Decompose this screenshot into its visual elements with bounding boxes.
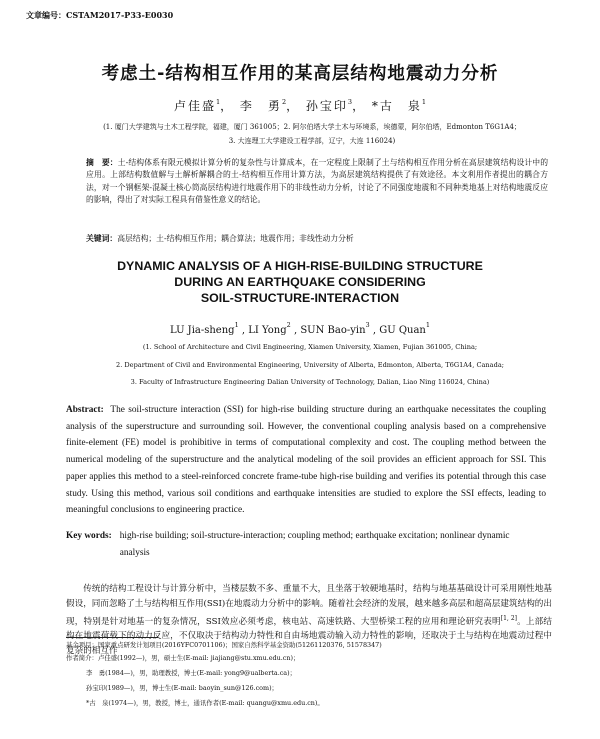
author-name: *古 泉 <box>371 99 422 113</box>
chinese-authors: 卢佳盛$^1$， 李 勇$^2$， 孙宝印$^3$， *古 泉$^1$ <box>173 98 427 113</box>
footnote-text: *古 泉(1974—)，男，教授，博士，通讯作者(E-mail: quangu@xmu.edu.cn)。 <box>86 699 324 707</box>
chinese-affiliation-line: 3. 大连理工大学建设工程学部，辽宁，大连 116024) <box>228 137 396 145</box>
chinese-keywords-label: 关键词： <box>86 234 118 243</box>
footnote-label: 作者简介： <box>66 654 98 662</box>
author-name: LU Jia-sheng <box>169 325 235 336</box>
chinese-keywords <box>86 233 556 244</box>
author-affiliation-mark: 3 <box>365 321 370 329</box>
author-name: LI Yong <box>248 325 287 336</box>
author-affiliation-mark: 2 <box>286 321 291 329</box>
author-affiliation-mark: 1 <box>421 98 427 106</box>
footnote-author-line <box>66 699 552 709</box>
english-affiliation-line: 3. Faculty of Infrastructure Engineering Dalian University of Technology, Dalian, Liao Ning 116024, China) <box>130 378 490 386</box>
english-title-line: SOIL-STRUCTURE-INTERACTION <box>200 291 400 305</box>
footnote-author-line <box>66 669 552 679</box>
footnote-divider <box>66 637 158 638</box>
author-affiliation-mark: 1 <box>234 321 239 329</box>
author-name: SUN Bao-yin <box>300 325 366 336</box>
document-number: 文章编号：CSTAM2017-P33-E0030 <box>26 10 174 20</box>
english-affiliation-line: (1. School of Architecture and Civil Engineering, Xiamen University, Xiamen, Fujian 361005, China; <box>142 343 478 351</box>
english-title <box>0 258 600 306</box>
english-abstract-label: Abstract: <box>66 405 104 415</box>
chinese-abstract-label: 摘 要： <box>86 158 118 167</box>
english-abstract-text: The soil-structure interaction (SSI) for high-rise building structure during an earthquake necessitates the coupling analysis of the superstructure and surrounding soil. However, the conventional coupling analysis based on a comprehensive finite-element (FE) model is prohibitive in terms of computational complexity and cost. The coupling method between the numerical modeling of the superstructure and the analytical modeling of the soil provides an efficient approach for SSI. This paper applies this method to a steel-reinforced concrete frame-tube high-rise building and verifies its potential through this case study. Using this method, various soil conditions and earthquake intensities are studied to explore the SSI effects, leading to meaningful conclusions to engineering practice. <box>66 405 546 516</box>
author-name: 李 勇 <box>239 99 282 113</box>
chinese-abstract <box>86 157 548 206</box>
author-affiliation-mark: 3 <box>347 98 353 106</box>
footnote-text: 孙宝印(1989—)，男，博士生(E-mail: baoyin_sun@126.com)； <box>86 684 278 692</box>
author-name: 卢佳盛 <box>173 99 216 113</box>
english-abstract <box>66 402 546 519</box>
english-title-line: DYNAMIC ANALYSIS OF A HIGH-RISE-BUILDING STRUCTURE <box>117 259 483 273</box>
english-keywords <box>66 528 546 561</box>
english-title-line: DURING AN EARTHQUAKE CONSIDERING <box>174 275 426 289</box>
author-affiliation-mark: 2 <box>281 98 287 106</box>
footnote-author-line <box>66 654 552 664</box>
author-name: 孙宝印 <box>305 99 348 113</box>
english-affiliation-line: 2. Department of Civil and Environmental Engineering, University of Alberta, Edmonton, Alberta, T6G1A4, Canada; <box>116 361 504 369</box>
author-affiliation-mark: 1 <box>425 321 431 329</box>
footnote-text: 李 勇(1984—)，男，助理教授，博士(E-mail: yong9@ualberta.ca)； <box>86 669 296 677</box>
footnote-fund: 基金项目：国家重点研发计划项目(2016YFC0701106)；国家自然科学基金资助(51261120376, 51578347) <box>66 641 382 649</box>
english-keywords-text: high-rise building; soil-structure-interaction; coupling method; earthquake excitation; nonlinear dynamic analysis <box>119 531 510 558</box>
chinese-affiliation-line: (1. 厦门大学建筑与土木工程学院，福建，厦门 361005；2. 阿尔伯塔大学土木与环境系，埃德蒙，阿尔伯塔，Edmonton T6G1A4； <box>103 123 521 131</box>
citation-reference: [1, 2] <box>500 614 518 622</box>
body-text: 传统的结构工程设计与计算分析中，当楼层数不多、重量不大，且坐落于较硬地基时，结构与地基基础设计可采用刚性地基假设，同而忽略了土与结构相互作用(SSI)在地震动力分析中的影响。随着社会经济的发展，越来越多高层和超高层建筑结构的出现，特别是针对地基一的复杂情况，SSI效应必须考虑，核电站、高速铁路、大型桥梁工程的应用和理论研究表明 <box>66 584 552 627</box>
english-authors: LU Jia-sheng$^1$ , LI Yong$^2$ , SUN Bao-yin$^3$ , GU Quan$^1$ <box>169 321 431 336</box>
author-name: GU Quan <box>379 325 426 336</box>
body-text-continued: 。上部结构在地震荷载下的动力反应，不仅取决于结构动力特性和自由场地震动输入动力特性的影响，还取决于土与结构在地震动过程中复杂的相互作 <box>66 616 552 657</box>
chinese-keywords-text: 高层结构；土-结构相互作用；耦合算法；地震作用；非线性动力分析 <box>117 234 354 243</box>
footnote-text: 卢佳盛(1992—)，男，硕士生(E-mail: jiajiang@stu.xmu.edu.cn)； <box>97 654 300 662</box>
footnote-author-line <box>66 684 552 694</box>
english-keywords-label: Key words: <box>66 531 112 541</box>
author-affiliation-mark: 1 <box>215 98 221 106</box>
chinese-title: 考虑土-结构相互作用的某高层结构地震动力分析 <box>101 64 499 84</box>
chinese-abstract-text: 土-结构体系有限元模拟计算分析的复杂性与计算成本，在一定程度上限制了土与结构相互作用分析在高层建筑结构设计中的应用。上部结构数值解与土解析解耦合的土-结构相互作用计算方法，为高层建筑结构提供了有效途径。本文利用作者提出的耦合方法，对一个钢框架-混凝土核心筒高层结构进行地震作用下的非线性动力分析，讨论了不同强度地震和不同种类地基上对结构地震反应的影响，得出了对实际工程具有借鉴性意义的结论。 <box>86 158 548 204</box>
